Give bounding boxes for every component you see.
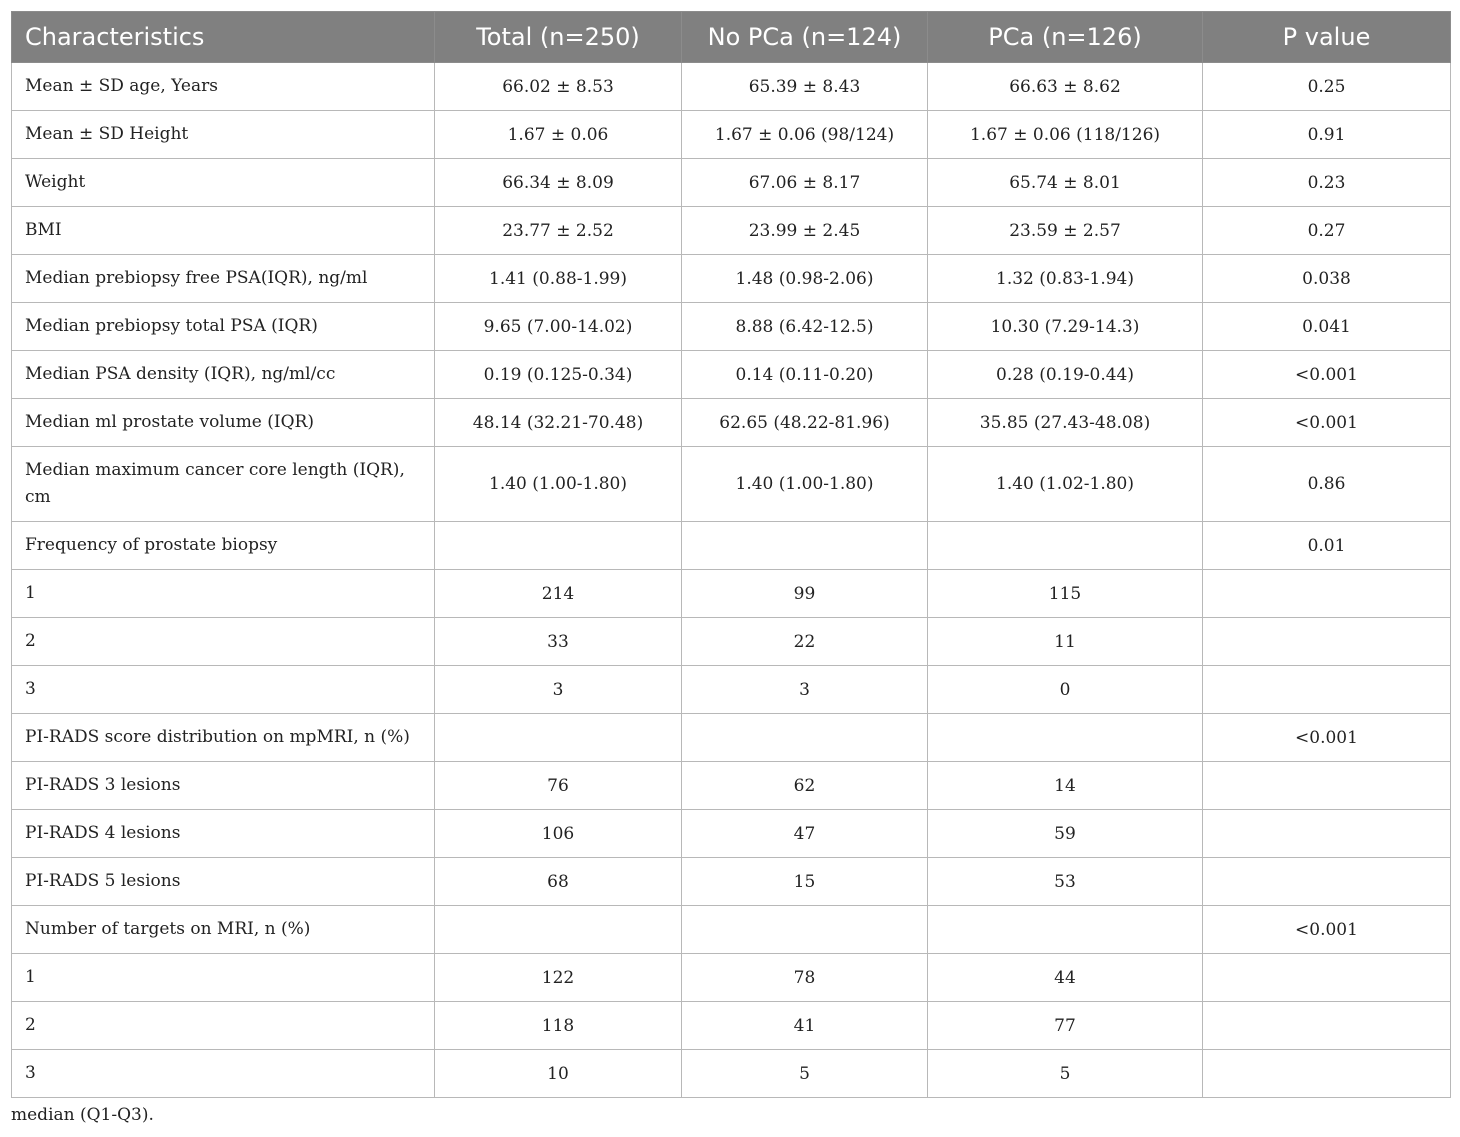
table-row — [12, 906, 1451, 954]
cell-total: 10 — [435, 1050, 682, 1098]
cell-total: 3 — [435, 666, 682, 714]
cell-p-value — [1203, 810, 1451, 858]
cell-pca: 35.85 (27.43-48.08) — [928, 399, 1203, 447]
cell-pca: 1.32 (0.83-1.94) — [928, 255, 1203, 303]
cell-no-pca — [682, 714, 928, 762]
cell-p-value: 0.038 — [1203, 255, 1451, 303]
table-body — [12, 63, 1451, 1098]
header-characteristics: Characteristics — [12, 12, 435, 63]
cell-p-value — [1203, 858, 1451, 906]
cell-no-pca: 78 — [682, 954, 928, 1002]
table-row — [12, 666, 1451, 714]
cell-characteristic: Mean ± SD Height — [12, 111, 435, 159]
cell-pca: 1.40 (1.02-1.80) — [928, 447, 1203, 522]
cell-characteristic: Number of targets on MRI, n (%) — [12, 906, 435, 954]
cell-pca: 0 — [928, 666, 1203, 714]
cell-characteristic: 1 — [12, 954, 435, 1002]
cell-no-pca: 23.99 ± 2.45 — [682, 207, 928, 255]
cell-characteristic: Median PSA density (IQR), ng/ml/cc — [12, 351, 435, 399]
cell-total: 1.67 ± 0.06 — [435, 111, 682, 159]
cell-p-value — [1203, 618, 1451, 666]
cell-no-pca: 1.48 (0.98-2.06) — [682, 255, 928, 303]
cell-total: 9.65 (7.00-14.02) — [435, 303, 682, 351]
table-row — [12, 570, 1451, 618]
cell-characteristic: PI-RADS score distribution on mpMRI, n (%) — [12, 714, 435, 762]
table-row — [12, 1050, 1451, 1098]
cell-characteristic: 2 — [12, 1002, 435, 1050]
cell-pca — [928, 906, 1203, 954]
cell-total: 33 — [435, 618, 682, 666]
cell-total: 1.40 (1.00-1.80) — [435, 447, 682, 522]
cell-total: 76 — [435, 762, 682, 810]
cell-total — [435, 714, 682, 762]
cell-characteristic: 1 — [12, 570, 435, 618]
table-row — [12, 351, 1451, 399]
cell-characteristic: Median maximum cancer core length (IQR), cm — [12, 447, 435, 522]
table-row — [12, 762, 1451, 810]
table-row — [12, 618, 1451, 666]
cell-total: 23.77 ± 2.52 — [435, 207, 682, 255]
cell-p-value — [1203, 1002, 1451, 1050]
table-row — [12, 207, 1451, 255]
cell-no-pca: 5 — [682, 1050, 928, 1098]
table-row — [12, 303, 1451, 351]
characteristics-table — [11, 11, 1451, 1098]
table-row — [12, 858, 1451, 906]
cell-no-pca: 47 — [682, 810, 928, 858]
cell-characteristic: Median prebiopsy total PSA (IQR) — [12, 303, 435, 351]
cell-characteristic: BMI — [12, 207, 435, 255]
cell-pca: 1.67 ± 0.06 (118/126) — [928, 111, 1203, 159]
cell-total — [435, 906, 682, 954]
cell-characteristic: Median prebiopsy free PSA(IQR), ng/ml — [12, 255, 435, 303]
cell-no-pca — [682, 522, 928, 570]
table-header — [12, 12, 1451, 63]
cell-total: 66.34 ± 8.09 — [435, 159, 682, 207]
header-total: Total (n=250) — [435, 12, 682, 63]
cell-pca: 53 — [928, 858, 1203, 906]
cell-total: 122 — [435, 954, 682, 1002]
cell-characteristic: 3 — [12, 666, 435, 714]
cell-no-pca: 65.39 ± 8.43 — [682, 63, 928, 111]
table-row — [12, 954, 1451, 1002]
cell-no-pca: 0.14 (0.11-0.20) — [682, 351, 928, 399]
table-row — [12, 714, 1451, 762]
cell-p-value — [1203, 666, 1451, 714]
cell-characteristic: PI-RADS 4 lesions — [12, 810, 435, 858]
cell-no-pca: 62.65 (48.22-81.96) — [682, 399, 928, 447]
cell-no-pca: 1.40 (1.00-1.80) — [682, 447, 928, 522]
cell-pca: 66.63 ± 8.62 — [928, 63, 1203, 111]
cell-pca: 14 — [928, 762, 1203, 810]
cell-characteristic: Mean ± SD age, Years — [12, 63, 435, 111]
cell-no-pca: 62 — [682, 762, 928, 810]
cell-characteristic: 2 — [12, 618, 435, 666]
table-row — [12, 1002, 1451, 1050]
cell-characteristic: Median ml prostate volume (IQR) — [12, 399, 435, 447]
cell-p-value — [1203, 570, 1451, 618]
cell-total — [435, 522, 682, 570]
cell-p-value: <0.001 — [1203, 399, 1451, 447]
cell-p-value: 0.86 — [1203, 447, 1451, 522]
cell-p-value: <0.001 — [1203, 714, 1451, 762]
cell-no-pca: 3 — [682, 666, 928, 714]
cell-total: 118 — [435, 1002, 682, 1050]
cell-p-value — [1203, 1050, 1451, 1098]
cell-pca: 115 — [928, 570, 1203, 618]
cell-characteristic: Frequency of prostate biopsy — [12, 522, 435, 570]
cell-pca: 0.28 (0.19-0.44) — [928, 351, 1203, 399]
cell-total: 66.02 ± 8.53 — [435, 63, 682, 111]
table-footnote: median (Q1-Q3). — [11, 1105, 154, 1125]
cell-pca: 11 — [928, 618, 1203, 666]
table-row — [12, 522, 1451, 570]
cell-characteristic: Weight — [12, 159, 435, 207]
cell-pca: 10.30 (7.29-14.3) — [928, 303, 1203, 351]
cell-p-value: 0.23 — [1203, 159, 1451, 207]
table-row — [12, 255, 1451, 303]
cell-pca — [928, 714, 1203, 762]
cell-no-pca: 8.88 (6.42-12.5) — [682, 303, 928, 351]
cell-p-value: 0.27 — [1203, 207, 1451, 255]
cell-total: 68 — [435, 858, 682, 906]
table-row — [12, 447, 1451, 522]
cell-pca: 23.59 ± 2.57 — [928, 207, 1203, 255]
cell-p-value: 0.25 — [1203, 63, 1451, 111]
cell-characteristic: PI-RADS 5 lesions — [12, 858, 435, 906]
cell-pca: 44 — [928, 954, 1203, 1002]
cell-total: 0.19 (0.125-0.34) — [435, 351, 682, 399]
cell-no-pca: 67.06 ± 8.17 — [682, 159, 928, 207]
table-row — [12, 111, 1451, 159]
cell-pca: 5 — [928, 1050, 1203, 1098]
table-row — [12, 159, 1451, 207]
characteristics-table-container — [11, 11, 1450, 1098]
cell-no-pca — [682, 906, 928, 954]
cell-p-value: 0.041 — [1203, 303, 1451, 351]
cell-total: 1.41 (0.88-1.99) — [435, 255, 682, 303]
cell-characteristic: PI-RADS 3 lesions — [12, 762, 435, 810]
cell-p-value: <0.001 — [1203, 906, 1451, 954]
header-p-value: P value — [1203, 12, 1451, 63]
cell-total: 48.14 (32.21-70.48) — [435, 399, 682, 447]
cell-no-pca: 1.67 ± 0.06 (98/124) — [682, 111, 928, 159]
header-row — [12, 12, 1451, 63]
cell-no-pca: 15 — [682, 858, 928, 906]
cell-pca: 77 — [928, 1002, 1203, 1050]
cell-pca: 59 — [928, 810, 1203, 858]
table-row — [12, 810, 1451, 858]
cell-no-pca: 99 — [682, 570, 928, 618]
header-pca: PCa (n=126) — [928, 12, 1203, 63]
cell-p-value — [1203, 762, 1451, 810]
cell-no-pca: 41 — [682, 1002, 928, 1050]
cell-pca: 65.74 ± 8.01 — [928, 159, 1203, 207]
header-no-pca: No PCa (n=124) — [682, 12, 928, 63]
cell-p-value: <0.001 — [1203, 351, 1451, 399]
cell-p-value: 0.01 — [1203, 522, 1451, 570]
cell-p-value — [1203, 954, 1451, 1002]
cell-p-value: 0.91 — [1203, 111, 1451, 159]
table-row — [12, 399, 1451, 447]
cell-pca — [928, 522, 1203, 570]
cell-total: 106 — [435, 810, 682, 858]
table-row — [12, 63, 1451, 111]
cell-no-pca: 22 — [682, 618, 928, 666]
cell-total: 214 — [435, 570, 682, 618]
cell-characteristic: 3 — [12, 1050, 435, 1098]
